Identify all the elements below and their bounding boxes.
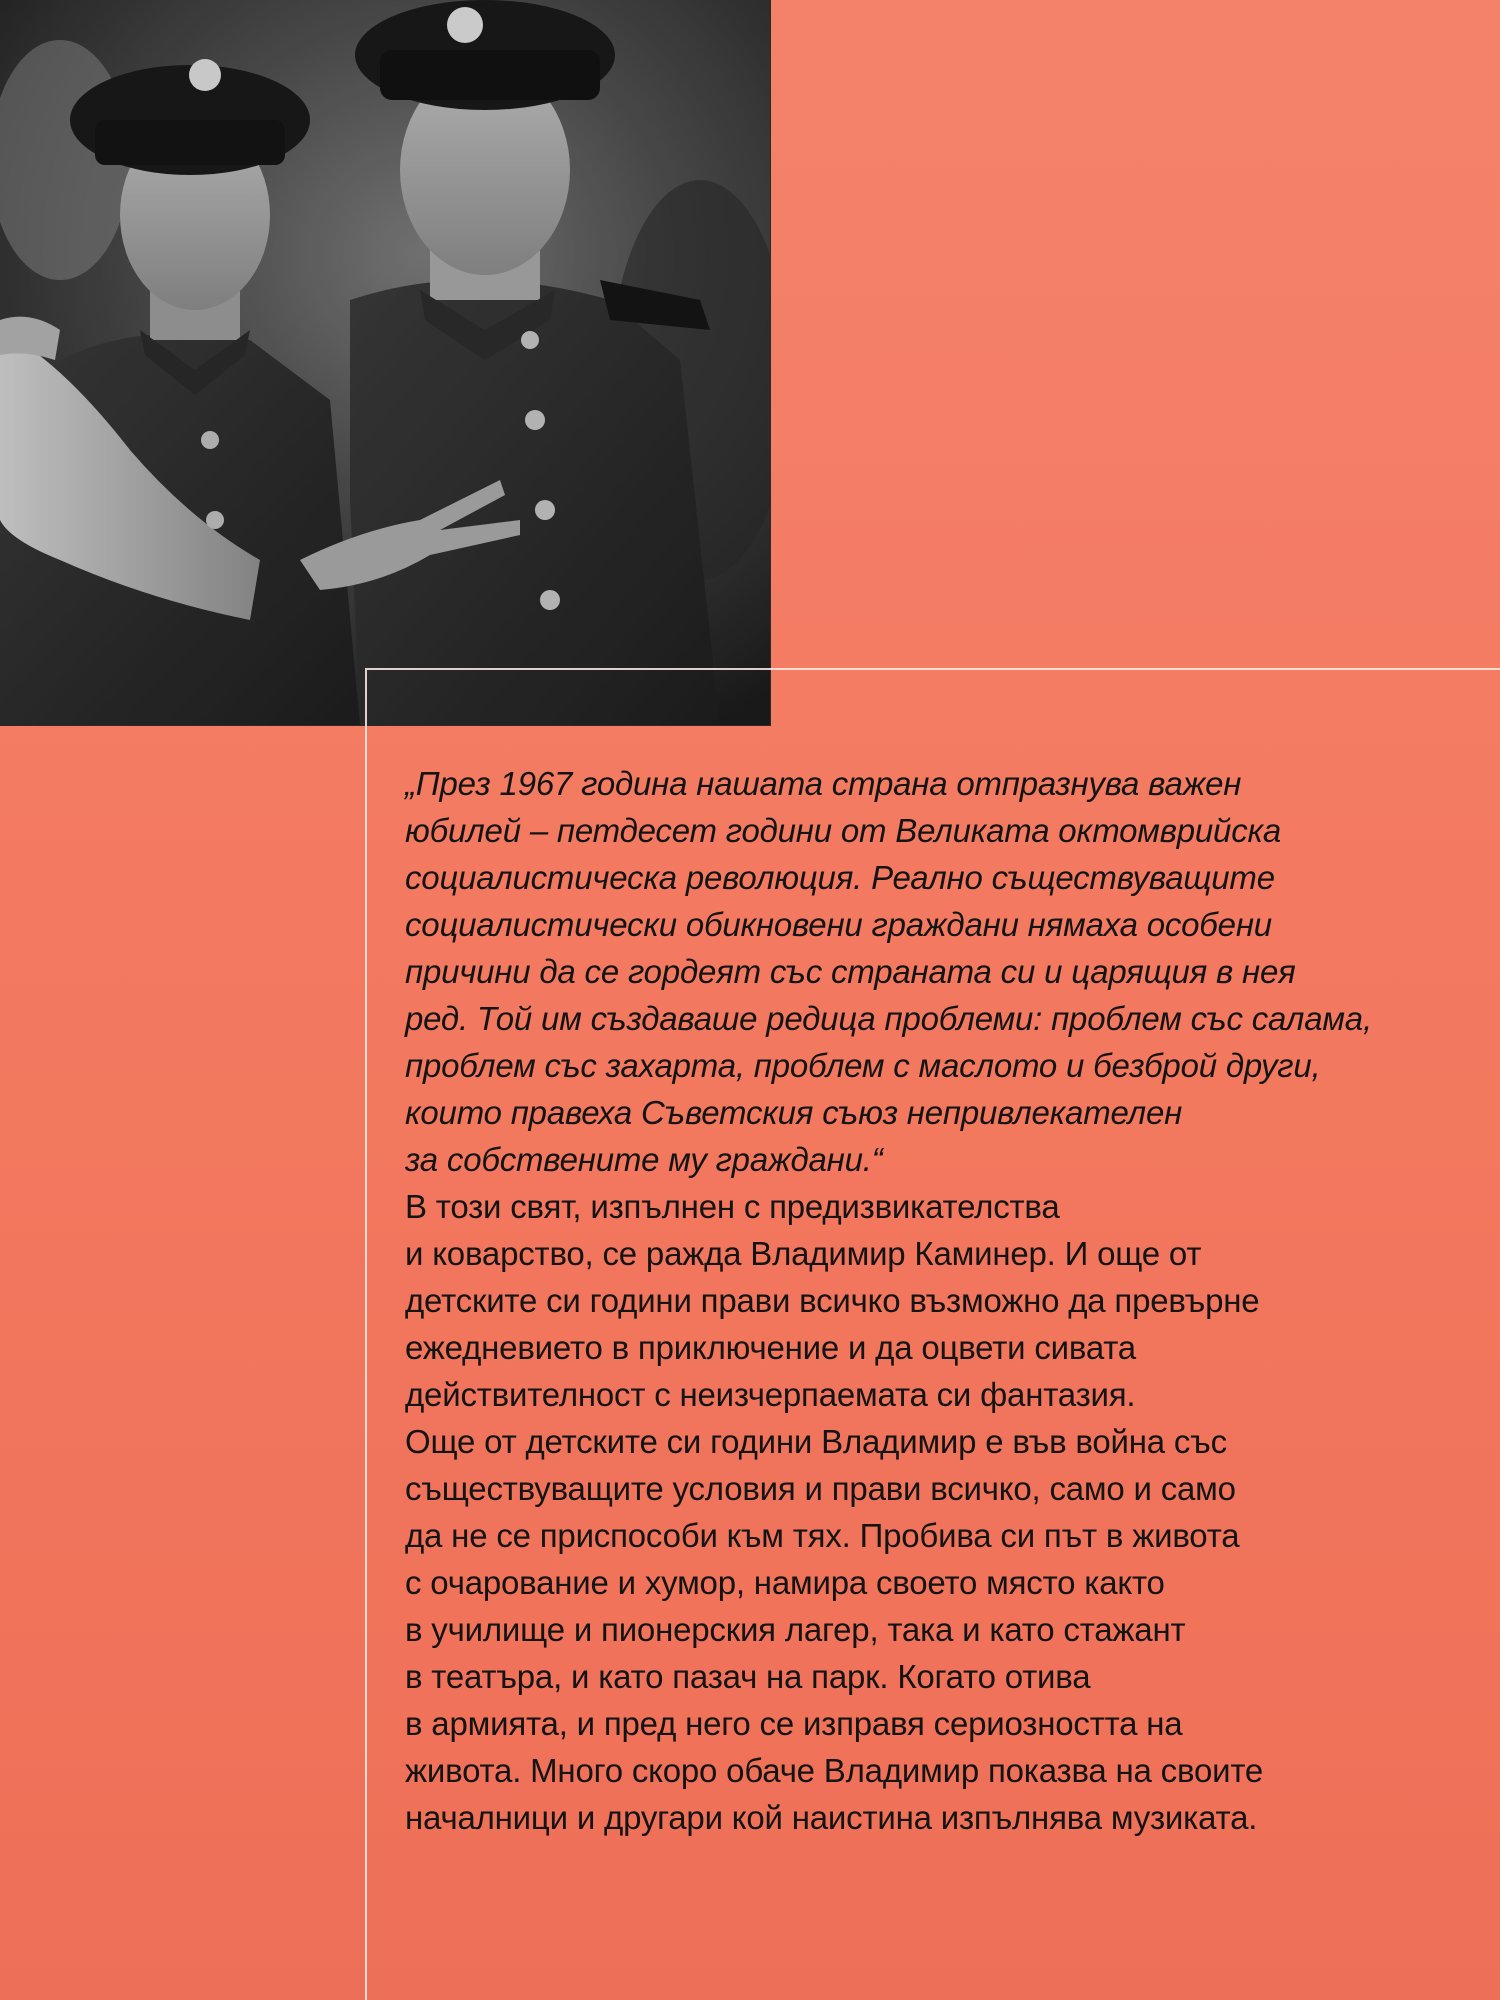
body-line: и коварство, се ражда Владимир Каминер. И още от: [405, 1235, 1202, 1272]
quote-line: социалистическа революция. Реално съществуващите: [405, 859, 1275, 896]
body-line: да не се приспособи към тях. Пробива си път в живота: [405, 1517, 1240, 1554]
quote-paragraph: [405, 760, 1465, 1183]
body-line: В този свят, изпълнен с предизвикателства: [405, 1188, 1060, 1225]
back-cover-text: [405, 760, 1465, 1841]
body-line: с очарование и хумор, намира своето място както: [405, 1564, 1165, 1601]
soldiers-photo-icon: [0, 0, 770, 725]
quote-line: ред. Той им създаваше редица проблеми: проблем със салама,: [405, 1000, 1372, 1037]
quote-line: социалистически обикновени граждани нямаха особени: [405, 906, 1272, 943]
body-line: живота. Много скоро обаче Владимир показва на своите: [405, 1752, 1264, 1789]
body-line: действителност с неизчерпаемата си фантазия.: [405, 1376, 1136, 1413]
quote-line: проблем със захарта, проблем с маслото и безброй други,: [405, 1047, 1321, 1084]
body-line: ежедневието в приключение и да оцвети сивата: [405, 1329, 1136, 1366]
body-line: в училище и пионерския лагер, така и като стажант: [405, 1611, 1186, 1648]
body-line: в армията, и пред него се изправя сериозността на: [405, 1705, 1183, 1742]
quote-line: юбилей – петдесет години от Великата октомврийска: [405, 812, 1282, 849]
body-line: в театъра, и като пазач на парк. Когато отива: [405, 1658, 1091, 1695]
quote-line: „През 1967 година нашата страна отпразнува важен: [405, 765, 1242, 802]
quote-line: причини да се гордеят със страната си и царящия в нея: [405, 953, 1296, 990]
cover-photo: [0, 0, 770, 725]
quote-line: за собствените му граждани.“: [405, 1141, 883, 1178]
description-paragraph: [405, 1183, 1465, 1841]
body-line: детските си години прави всичко възможно да превърне: [405, 1282, 1260, 1319]
body-line: съществуващите условия и прави всичко, само и само: [405, 1470, 1236, 1507]
quote-line: които правеха Съветския съюз непривлекателен: [405, 1094, 1183, 1131]
body-line: Още от детските си години Владимир е във война със: [405, 1423, 1227, 1460]
body-line: началници и другари кой наистина изпълнява музиката.: [405, 1799, 1258, 1836]
